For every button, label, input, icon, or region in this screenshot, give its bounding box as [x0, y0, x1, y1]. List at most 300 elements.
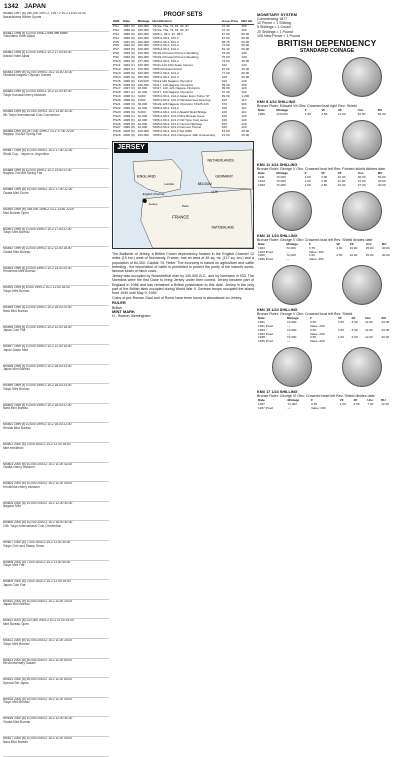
proof-set-cell: 50.00 — [241, 43, 250, 48]
proof-set-cell: 100 — [221, 98, 227, 103]
proof-set-cell: Y#111-113 12th Asian Games — [152, 62, 193, 67]
coin-table-cell: 1935 — [258, 335, 265, 340]
mint-set-line: MS597 1999 (t) 10,000 1999-2 10-2 12.00 18.00 — [3, 345, 72, 349]
coin-table-cell: 1926 — [258, 253, 265, 258]
proof-set-cell: 1994 (1) — [123, 62, 135, 67]
proof-set-cell: 100 — [221, 125, 227, 130]
coin-listing — [257, 191, 397, 262]
coin-table-cell: Value: 200 — [310, 324, 325, 328]
coin-reverse-image — [342, 347, 382, 387]
mint-set-description: Mint Bureau Open — [3, 210, 29, 215]
coin-table-header-cell: XF — [337, 171, 342, 176]
proof-set-cell: 120 — [241, 62, 247, 67]
proof-set-cell: 1999 (6) — [123, 117, 135, 122]
monetary-line: 20 Shillings = 1 Pound — [257, 29, 293, 34]
mint-set-entry — [3, 423, 109, 443]
mint-set-description: Japan Mint Bureau — [3, 367, 30, 372]
proof-set-cell: 3,000 — [137, 94, 146, 99]
proof-set-cell: 25.00 — [241, 133, 250, 138]
mint-set-description: Japan Mint Bureau — [3, 602, 30, 607]
coin-table-header-cell: Mintage — [286, 316, 299, 321]
proof-set-cell: 100 — [221, 113, 227, 118]
proof-set-cell: 60.00 — [241, 70, 250, 75]
mint-set-line: MS614 2000 (b) 40,000 2000-2 10-2 11.00 60.00 — [3, 678, 73, 682]
mint-set-description: 5th Anniversary Sasaki — [3, 661, 36, 666]
proof-set-cell: PS21 — [113, 102, 121, 107]
coin-table-cell: 22.00 — [381, 320, 390, 325]
coin-table-cell: 1.00 — [304, 182, 311, 187]
mint-set-entry — [3, 600, 109, 620]
proof-set-cell: 25.00 — [241, 129, 250, 134]
proof-set-cell: PS12 — [113, 66, 121, 71]
mint-set-line: MS593 1999 (t) 10,000 1999-2 10-2 14.00 20.00 — [3, 266, 72, 270]
mint-set-line: MS588 1999 (t) 10,000 1999-2 10-2 14.50 22.00 — [3, 168, 72, 172]
mint-set-line: MS610 2000 (b) 10,000 2000-2 10-2 11.00 24.00 — [3, 599, 73, 603]
proof-set-cell: Y#95.2-99.2, 101.2 — [152, 70, 179, 75]
proof-set-cell: 1999 (6) — [123, 105, 135, 110]
proof-set-cell: Y#95.1, 96.1, 97, 98.1 — [152, 31, 183, 36]
proof-set-cell: 81.40 — [221, 47, 230, 52]
proof-set-cell: 100,000 — [137, 70, 149, 75]
proof-set-cell: 400 — [241, 102, 247, 107]
coin-table-header-cell: F — [304, 171, 307, 176]
proof-set-cell: 102 — [221, 78, 227, 83]
proof-set-cell: 100 — [221, 105, 227, 110]
proof-set-cell: 37.40 — [221, 27, 230, 32]
proof-set-cell: 72.00 — [221, 59, 230, 64]
proof-set-cell: Y#95.2-99.2, 101.2 Old Type Coin series — [152, 117, 209, 122]
coin-table-cell: 60.00 — [377, 112, 386, 117]
jersey-coins-note: Coins of pre-Roman Gaul and of Rome have been found in abundance on Jersey. — [112, 296, 242, 301]
map-label-channel: English Channel — [142, 192, 165, 197]
mint-set-description: Hiroshima cherry blossom — [3, 484, 40, 489]
monetary-system-header: MONETARY SYSTEM — [257, 12, 297, 17]
proof-set-cell: Y#95.2-99.2, 101.2 Emperor 10th Anniversary — [152, 133, 216, 138]
monetary-line: Commencing 1877 — [257, 17, 288, 21]
proof-set-cell: PS16 — [113, 82, 121, 87]
coin-table-cell — [349, 258, 365, 262]
mint-set-line: MS609 2000 (b) 2,000 2000-2 10-2 12.00 18.00 — [3, 580, 71, 584]
mint-set-entry — [3, 267, 109, 287]
proof-set-cell: PS9 — [113, 55, 119, 60]
coin-table-cell: 1937 Proof — [258, 405, 274, 410]
coin-table-row — [257, 407, 397, 411]
mint-set-description: Nara Mint Bureau — [3, 406, 28, 411]
proof-set-cell: 10,000 — [137, 90, 148, 95]
proof-set-cell: 220,000 — [137, 39, 149, 44]
map-label-germany: GERMANY — [215, 174, 234, 179]
proof-set-cell: 1,200 — [241, 94, 250, 99]
coin-table-cell: 0.50 — [310, 327, 317, 332]
jersey-history: Jersey was occupied by Neanderthal man by 100,000 B.C., and by Normans in 933. The Normans were the first Duke to bring Jersey under their control. Jersey became part of England in 1066 and has remained a British possession to this date. Jersey is the only part of the British Isles occupied during World War II. German troops occupied the island from 1940 until May 9, 1945. — [112, 274, 254, 296]
proof-set-cell: 40.00 — [241, 66, 250, 71]
mint-set-description: Yokohama Hotel Ajisai — [3, 34, 35, 39]
proof-set-cell: 120 — [241, 113, 247, 118]
mint-set-entry — [3, 130, 109, 150]
mint-set-description: Sendai Mint Bureau — [3, 426, 31, 431]
mint-set-line: MS615 2000 (b) 10,000 2000-2 10-2 11.00 40.00 — [3, 697, 73, 701]
proof-set-cell: 1999 (6) — [123, 109, 135, 114]
proof-set-cell: PS4 — [113, 35, 119, 40]
proof-set-cell: PS8 — [113, 51, 119, 56]
coin-table-header-cell: Date — [258, 398, 265, 403]
mint-set-entry — [3, 482, 109, 502]
mint-set-description: Mint exhibition — [3, 445, 24, 450]
coin-table-cell: 72,000 — [286, 253, 296, 258]
coin-table-header-cell: Date — [258, 242, 265, 247]
proof-set-cell: 1987 (6) — [123, 23, 135, 28]
mint-set-line: MS581 1998 (t) 10,000 1998-2 Mint wet towel — [3, 31, 68, 35]
coin-table-cell: 1.00 — [304, 175, 311, 180]
coin-table-cell: — — [286, 339, 290, 344]
coin-table-cell: 1.00 — [337, 327, 344, 332]
mint-set-line: MS594 1999 (t) 6,000 1999-2 10-2 12.00 18.00 — [3, 286, 70, 290]
coin-table-header-cell: BU — [377, 171, 383, 176]
proof-set-cell: Y#95.2-99.2, 101.2 Akashi Strait Bridge — [152, 109, 207, 114]
proof-set-cell: Y#95.2-99.2, 101.2 Central Highway — [152, 121, 203, 126]
mint-set-description: Japan Dome Mint — [3, 347, 28, 352]
british-dependency-title: BRITISH DEPENDENCY — [277, 38, 377, 49]
coin-description: Bronze Ruler: George V Obv: Crowned bust left Rev: Pointed shield divides date — [257, 167, 386, 172]
proof-set-cell: Y#95.2-99.2, 101.2 Kanmon Tunnel — [152, 125, 202, 130]
proof-set-cell: PS6 — [113, 43, 119, 48]
proof-set-cell: 160,000 — [137, 62, 149, 67]
proof-set-cell: 230,000 — [137, 27, 149, 32]
mint-set-entry — [3, 639, 109, 659]
coin-table-cell: 40.00 — [377, 179, 386, 184]
map-label-switzerland: SWITZERLAND — [211, 225, 234, 230]
proof-set-cell: 120 — [241, 125, 247, 130]
coin-table-cell: Value: 250 — [308, 249, 324, 254]
mint-set-line: MS583 1999 (b) 10,000 1999-2 10-2 14.50 30.00 — [3, 70, 73, 74]
proof-set-cell: 100 — [221, 74, 227, 79]
mint-set-line: MS607 2000 (b) 7,000 2000-2 10-2 11.00 40.00 — [3, 541, 71, 545]
mint-set-description: Mint Bureau Open — [3, 622, 29, 626]
coin-listing — [257, 57, 397, 117]
proof-set-cell: Y#95.2-99.2, 101.2 — [152, 39, 179, 44]
mint-set-line: MS591 1999 (t) 10,000 1999-2 10-2 17.00 22.00 — [3, 227, 72, 231]
coin-table-cell: 10.00 — [337, 175, 346, 180]
proof-set-cell: 1991 (6) — [123, 39, 135, 44]
monetary-line: 5 Shillings = 1 Crown — [257, 25, 291, 30]
jersey-map — [112, 141, 254, 249]
proof-set-cell: 10,000 — [137, 125, 148, 130]
coin-table-header-cell: F — [310, 316, 312, 321]
coin-table-cell: 1913 — [258, 179, 265, 184]
proof-set-cell: 57.00 — [221, 66, 230, 71]
proof-set-cell: 1998 (1) — [123, 94, 135, 99]
mint-set-entry — [3, 541, 109, 561]
proof-set-cell: Y#95.2-99.2, 101.2 — [152, 47, 179, 52]
proof-set-cell: 100,000 — [137, 66, 149, 71]
coin-table-cell: 22.00 — [381, 327, 390, 332]
coin-table-cell: Value: 200 — [311, 405, 326, 410]
coin-table-cell — [352, 407, 366, 411]
proof-set-cell: 100,000 — [137, 51, 149, 56]
mint-set-entry — [3, 188, 109, 208]
proof-set-cell: 60.00 — [241, 39, 250, 44]
proof-set-cell: 10,000 — [137, 105, 148, 110]
coin-table-cell: 72,000 — [276, 175, 286, 180]
coin-table-cell: 10.00 — [337, 182, 346, 187]
proof-set-cell: 200,000 — [137, 31, 149, 36]
coin-table-cell: 3.00 — [351, 327, 358, 332]
map-label-lux: LUX. — [211, 190, 219, 195]
mint-set-entry — [3, 286, 109, 306]
mint-set-description: Tokyo Mint Bureau — [3, 288, 30, 293]
proof-set-cell: 75.00 — [221, 55, 230, 60]
coin-table-cell: 1.00 — [339, 402, 346, 407]
monetary-line: 12 Pence = 1 Shilling — [257, 21, 291, 26]
standard-coinage-subtitle: STANDARD COINAGE — [299, 48, 355, 55]
mint-set-entry — [3, 698, 109, 718]
mint-set-line: MS586 1999 (b) 257,000 1999-2 10-2 17.00 22.00 — [3, 129, 75, 133]
coin-table-header-cell: Mintage — [286, 242, 299, 247]
mint-set-entry — [3, 521, 109, 541]
proof-set-cell: 1993 (6) — [123, 51, 135, 56]
coin-table-cell: 40.00 — [381, 253, 390, 258]
coin-table-cell: 20.00 — [381, 335, 390, 340]
coin-reverse-image — [342, 265, 382, 305]
proof-set-cell: PS10 — [113, 59, 121, 64]
proof-set-cell: PS15 — [113, 78, 121, 83]
coin-table-cell: Value: 250 — [308, 257, 324, 262]
mint-set-line: MS582 1998 (t) 10,000 1998-2 10-2 17.00 40.00 — [3, 51, 72, 55]
coin-table-cell — [337, 340, 351, 344]
proof-set-cell: 370 — [221, 102, 227, 107]
coin-table-cell: 11.00 — [337, 112, 346, 117]
proof-set-cell: 102 — [221, 62, 227, 67]
page-number: 1342 — [4, 3, 19, 10]
coin-table-cell: 2.50 — [336, 253, 343, 258]
ruler-value: British — [112, 305, 122, 310]
jersey-title: JERSEY — [114, 143, 148, 153]
proof-set-cell: 97.00 — [221, 90, 230, 95]
coin-table-cell: 0.50 — [310, 320, 317, 325]
coin-table-cell: 72,000 — [276, 182, 286, 187]
proof-set-cell: 1994 (1) — [123, 66, 135, 71]
coin-table-cell: 40.00 — [357, 112, 366, 117]
proof-set-cell: 30,000 — [137, 102, 148, 107]
coin-table-cell: 1923 — [258, 182, 265, 187]
mint-set-description: Osaka Mint Bureau — [3, 249, 31, 254]
proof-set-cell: Y#95.2-99.2, 101.2 — [152, 105, 179, 110]
coin-table-cell: 10.00 — [349, 245, 358, 250]
proof-set-cell: 100 — [241, 51, 247, 56]
mint-set-line: MS592 1999 (t) 10,000 1999-2 10-2 12.50 18.00 — [3, 247, 72, 251]
mint-set-description: Special Set Japan — [3, 680, 29, 685]
coin-table-cell: 1.00 — [308, 253, 315, 258]
proof-set-cell: 2000 (6) — [123, 133, 135, 138]
proof-set-cell: 1998 (6) — [123, 98, 135, 103]
proof-set-cell: 1994 (6) — [123, 59, 135, 64]
coin-table-cell: 27.00 — [357, 182, 366, 187]
coin-table-cell: 14.00 — [365, 327, 373, 332]
proof-set-cell: 100 — [241, 27, 247, 32]
proof-set-cell: Y#72a, 73a, 74, 81, 82, 97 — [152, 27, 189, 32]
proof-set-cell: PS3 — [113, 31, 119, 36]
mint-set-entry — [3, 463, 109, 483]
coin-table-cell: Value: 200 — [310, 331, 325, 336]
mint-set-line: MS611 2000 (b) 222,000 2000-2 10-2 11.00 24.00 — [3, 619, 74, 623]
coin-table-cell — [381, 340, 398, 344]
proof-set-cell: 12.50 — [221, 129, 230, 134]
proof-set-cell: PS1 — [113, 23, 119, 28]
coin-table-cell: 1931 Proof — [258, 324, 274, 328]
coin-table-cell: 1931 — [258, 320, 265, 325]
coin-table-cell: 1935 Proof — [258, 339, 274, 344]
proof-set-cell: 1996 (6) — [123, 78, 135, 83]
coin-table-cell: 1937 — [258, 402, 265, 407]
mint-set-line: MS604 2000 (b) 10,000 2000-2 10-2 11.00 40.00 — [3, 482, 73, 486]
mint-set-description: 5th Tokyo International Coin Convention — [3, 112, 60, 117]
coin-value-table — [257, 109, 397, 117]
mint-set-entry — [3, 247, 109, 267]
mint-set-description: Ibarakishima Winter Sports — [3, 14, 42, 19]
proof-set-cell: 99.00 — [221, 82, 230, 87]
mint-set-entry — [3, 149, 109, 169]
coin-table-cell: 1.00 — [304, 112, 311, 117]
mint-set-line: MS599 1999 (t) 10,000 1999-2 10-2 18.00 24.00 — [3, 384, 72, 388]
coin-description: Bronze Ruler: George VI Obv: Crowned head left Rev: Shield divides date — [257, 394, 375, 399]
proof-set-cell: PS14 — [113, 74, 121, 79]
proof-set-cell: 100,000 — [137, 82, 149, 87]
proof-set-cell: 2000 (6) — [123, 129, 135, 134]
coin-table-header-cell: XF — [351, 316, 356, 321]
coin-table-cell: — — [287, 405, 291, 410]
proof-set-cell: 50.00 — [241, 35, 250, 40]
coin-km-number: KM# 11 1/24 SHILLING — [257, 163, 298, 168]
mint-set-line: MS584 1999 (t) 10,000 1999-2 10-2 12.00 30.00 — [3, 90, 72, 94]
coin-table-cell: Value: 200 — [310, 339, 325, 344]
coin-table-row — [257, 184, 397, 188]
mint-mark-label: MINT MARK — [112, 308, 135, 314]
mint-set-description: Osaka cherry blossom — [3, 465, 35, 470]
coin-value-table — [257, 317, 397, 344]
coin-table-cell: 10.00 — [349, 253, 358, 258]
proof-set-cell: PS17 — [113, 86, 121, 91]
coin-table-row — [257, 258, 397, 262]
proof-set-cell: 100 — [221, 121, 227, 126]
mint-mark-value: H - Heaton, Birmingham — [112, 314, 151, 319]
proof-set-cell: PS29 — [113, 133, 121, 138]
coin-table-header-cell: BU — [381, 316, 386, 321]
proof-set-cell: 12.50 — [221, 133, 230, 138]
coin-table-cell — [351, 340, 365, 344]
coin-table-cell: 27.00 — [357, 179, 366, 184]
coin-table-cell: 1933 Proof — [258, 331, 274, 336]
coin-table-cell: 1.00 — [304, 179, 311, 184]
coin-table-cell — [366, 407, 380, 411]
map-label-london: London — [164, 182, 175, 187]
mint-set-line: MS613 2000 (b) 40,000 2000-2 10-2 11.00 60.00 — [3, 658, 73, 662]
coin-table-header-cell: Date — [258, 171, 265, 176]
proof-set-cell: 220,000 — [137, 47, 149, 52]
coin-obverse-image — [272, 191, 312, 231]
proof-set-cell: 220,000 — [137, 35, 149, 40]
coin-table-cell: 0.75 — [308, 245, 315, 250]
coin-table-cell: 40.00 — [377, 182, 386, 187]
mint-set-entry — [3, 580, 109, 600]
proof-set-cell: Y#95.2-99.2, 101.2 Okinawa Sea Opening — [152, 98, 211, 103]
mint-set-description: Japan Coin Fair — [3, 582, 26, 587]
coin-table-header-cell: Unc — [367, 398, 374, 403]
mint-set-entry — [3, 443, 109, 463]
mint-set-description: Okinawa Nagano Olympic Games — [3, 73, 52, 78]
mint-set-line: MS606 2000 (b) 10,000 2000-2 10-2 18.00 40.00 — [3, 521, 73, 525]
coin-table-cell: 3.00 — [321, 175, 328, 180]
coin-obverse-image — [272, 347, 312, 387]
jersey-island-marker — [143, 199, 147, 203]
page-header — [4, 3, 50, 10]
mint-set-line: MS596 1999 (t) 10,000 1999-2 10-2 12.00 18.00 — [3, 325, 72, 329]
proof-set-cell: 120 — [241, 121, 247, 126]
coin-km-number: KM# 17 1/24 SHILLING — [257, 389, 298, 394]
proof-set-cell: 120 — [241, 90, 247, 95]
mint-set-entry — [3, 208, 109, 228]
coin-table-header-cell: Unc — [357, 108, 364, 113]
coin-table-cell: 3.00 — [351, 320, 358, 325]
coin-table-header-cell: Date — [258, 108, 265, 113]
mint-set-line: MS616 2000 (b) 10,000 2000-2 10-2 12.00 40.00 — [3, 717, 73, 721]
coin-table-cell: 2.50 — [321, 182, 328, 187]
proof-set-cell: PS24 — [113, 113, 121, 118]
proof-set-cell: 200,000 — [137, 55, 149, 60]
map-label-england: ENGLAND — [136, 173, 156, 179]
mint-set-description: Tokyo Coin and Stamp Show — [3, 543, 44, 548]
coin-table-cell: 1923 Proof — [258, 249, 274, 254]
proof-set-cell: 80.00 — [241, 31, 250, 36]
coin-table-row — [257, 340, 397, 344]
mint-set-entry — [3, 502, 109, 522]
coin-description: Bronze Ruler: George V Obv: Crowned bust left Rev: Shield divides date — [257, 237, 373, 242]
mint-set-description: Nagano Mint — [3, 504, 22, 509]
proof-set-cell: Y#124-126 Nagano Olympics Y#125-126 — [152, 102, 209, 107]
coin-table-cell: 72,000 — [276, 179, 286, 184]
coin-table-header-cell: BU — [381, 398, 386, 403]
proof-set-cell: Y#101.2/Crown Prince's Wedding — [152, 51, 199, 56]
coin-table-header-cell: VF — [336, 242, 341, 247]
proof-set-cell: 110,000 — [137, 78, 149, 83]
proof-set-cell: 110 — [241, 98, 247, 103]
proof-set-cell: 99.00 — [221, 94, 230, 99]
coin-reverse-image — [342, 191, 382, 231]
coin-table-cell: 11.00 — [337, 179, 346, 184]
proof-set-cell: 67.60 — [221, 31, 230, 36]
proof-set-cell: 150 — [241, 23, 247, 28]
proof-set-cell: 1993 (6) — [123, 47, 135, 52]
proof-set-cell: 277,000 — [137, 59, 149, 64]
coin-km-number: KM# 13 1/24 SHILLING — [257, 233, 298, 238]
mint-set-entry — [3, 51, 109, 71]
coin-value-table — [257, 399, 397, 410]
mint-set-line: MS602 2000 (b) 2,000 2000-2 10-2 12.00 18.00 — [3, 443, 71, 447]
proof-set-cell: 1996 (6) — [123, 82, 135, 87]
coin-table-cell: — — [286, 324, 290, 328]
mint-set-description: Tokyo Mint Bureau — [3, 386, 30, 391]
proof-set-cell: 1989 (6) — [123, 31, 135, 36]
mint-set-line: MS600 1999 (t) 10,000 1999-2 10-2 16.00 22.00 — [3, 403, 72, 407]
mint-set-entry — [3, 717, 109, 737]
mint-set-line: MS598 1999 (t) 10,000 1999-2 10-2 18.00 24.00 — [3, 364, 72, 368]
mint-set-description: Nara Mint Bureau — [3, 308, 28, 313]
coin-table-cell: 7.00 — [367, 402, 374, 407]
ruler-label: RULER — [112, 300, 126, 306]
proof-set-cell: Y#101.2/Crown Prince's Wedding — [152, 55, 199, 60]
mint-set-description: Tokyo Kokusai cherry blossom — [3, 92, 47, 97]
coin-table-cell: 72,000 — [286, 245, 296, 250]
mint-set-entry — [3, 32, 109, 52]
